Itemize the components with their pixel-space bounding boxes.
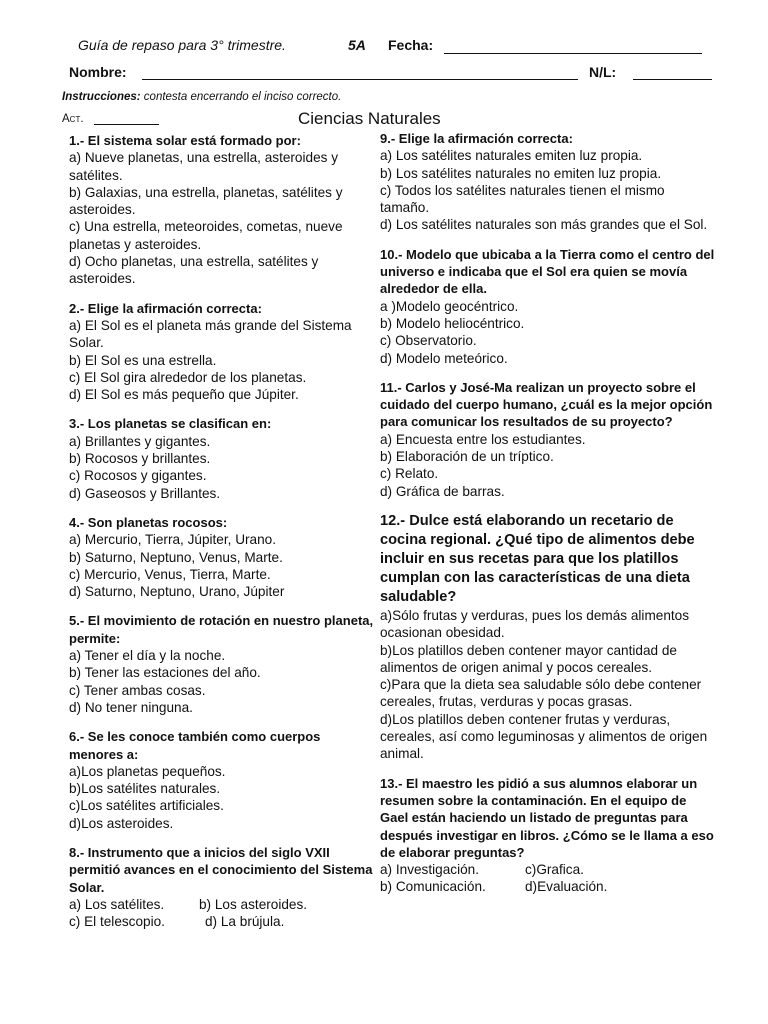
question-title: 11.- Carlos y José-Ma realizan un proyecto sobre el cuidado del cuerpo humano, ¿cuál es la mejor opción para comunicar los resultados de su proyecto? (380, 379, 713, 430)
question-9 (380, 130, 715, 234)
question-title: 10.- Modelo que ubicaba a la Tierra como el centro del universo e indicaba que el Sol era quien se movía alrededor de ella. (380, 246, 715, 297)
option-a[interactable]: a) Los satélites naturales emiten luz propia. (380, 148, 643, 164)
option-b[interactable]: b)Los platillos deben contener mayor cantidad de alimentos de origen animal y pocos cereales. (380, 642, 677, 675)
option-a[interactable]: a) Tener el día y la noche. (69, 648, 226, 664)
option-c[interactable]: c)Los satélites artificiales. (69, 798, 224, 814)
date-field[interactable] (444, 37, 702, 54)
question-11 (380, 379, 715, 500)
question-8 (69, 844, 374, 930)
question-10 (380, 246, 715, 367)
option-a[interactable]: a)Los planetas pequeños. (69, 763, 226, 779)
option-d[interactable]: d) Ocho planetas, una estrella, satélites y asteroides. (69, 254, 319, 287)
option-c[interactable]: c) El telescopio. (69, 914, 165, 930)
option-b[interactable]: b) Saturno, Neptuno, Venus, Marte. (69, 549, 283, 565)
option-d[interactable]: d) Los satélites naturales son más grandes que el Sol. (380, 217, 708, 233)
option-b[interactable]: b) Rocosos y brillantes. (69, 451, 211, 467)
option-a[interactable]: a) Los satélites. (69, 896, 165, 912)
option-d[interactable]: d)Los platillos deben contener frutas y verduras, cereales, así como leguminosas y alimentos de origen animal. (380, 711, 708, 762)
option-c[interactable]: c) Mercurio, Venus, Tierra, Marte. (69, 566, 271, 582)
option-b[interactable]: b) Tener las estaciones del año. (69, 665, 261, 681)
question-title: 12.- Dulce está elaborando un recetario de cocina regional. ¿Qué tipo de alimentos debe incluir en sus recetas para que los platillos cumplan con las características de una dieta saludable? (380, 512, 695, 605)
instructions-text: contesta encerrando el inciso correcto. (140, 91, 342, 103)
option-b[interactable]: b) Los asteroides. (199, 896, 308, 912)
name-label: Nombre: (69, 64, 127, 80)
option-c[interactable]: c) Todos los satélites naturales tienen el mismo tamaño. (380, 182, 665, 216)
option-d[interactable]: d)Evaluación. (525, 879, 608, 895)
question-6 (69, 728, 374, 832)
question-title: 8.- Instrumento que a inicios del siglo VXII permitió avances en el conocimiento del Sistema Solar. (69, 844, 373, 895)
question-title: 4.- Son planetas rocosos: (69, 514, 228, 530)
option-d[interactable]: d) Gaseosos y Brillantes. (69, 485, 221, 501)
option-b[interactable]: b) Modelo heliocéntrico. (380, 315, 525, 331)
question-3 (69, 415, 374, 501)
option-d[interactable]: d) Saturno, Neptuno, Urano, Júpiter (69, 584, 285, 600)
question-title: 2.- Elige la afirmación correcta: (69, 300, 262, 316)
question-title: 13.- El maestro les pidió a sus alumnos elaborar un resumen sobre la contaminación. En el equipo de Gael están haciendo un listado de preguntas para después investigar en libros. ¿Cómo se le llama a eso de elaborar preguntas? (380, 775, 714, 860)
question-title: 1.- El sistema solar está formado por: (69, 133, 301, 148)
option-c[interactable]: c)Grafica. (525, 862, 584, 878)
option-a[interactable]: a) Encuesta entre los estudiantes. (380, 431, 586, 447)
question-title: 6.- Se les conoce también como cuerpos menores a: (69, 729, 321, 762)
option-c[interactable]: c) Una estrella, meteoroides, cometas, nueve planetas y asteroides. (69, 219, 343, 252)
option-a[interactable]: a )Modelo geocéntrico. (380, 298, 519, 314)
question-1 (69, 132, 374, 288)
option-d[interactable]: d) No tener ninguna. (69, 699, 193, 715)
option-d[interactable]: d) Gráfica de barras. (380, 483, 505, 499)
option-a[interactable]: a) Mercurio, Tierra, Júpiter, Urano. (69, 532, 276, 548)
option-a[interactable]: a) El Sol es el planeta más grande del Sistema Solar. (69, 317, 352, 351)
option-b[interactable]: b) El Sol es una estrella. (69, 352, 217, 368)
instructions-label: Instrucciones: (62, 91, 141, 103)
question-12 (380, 512, 715, 763)
question-13 (380, 775, 715, 896)
option-c[interactable]: c) Rocosos y gigantes. (69, 468, 207, 484)
nl-field[interactable] (633, 63, 712, 80)
option-b[interactable]: b) Los satélites naturales no emiten luz propia. (380, 165, 662, 181)
option-a[interactable]: a) Investigación. (380, 862, 479, 878)
option-c[interactable]: c) Tener ambas cosas. (69, 682, 206, 698)
act-field[interactable] (94, 111, 159, 125)
guide-title: Guía de repaso para 3° trimestre. (78, 37, 286, 53)
right-column (380, 130, 715, 908)
option-d[interactable]: d)Los asteroides. (69, 815, 174, 831)
subject-title: Ciencias Naturales (298, 109, 441, 128)
option-c[interactable]: c) Relato. (380, 466, 439, 482)
option-c[interactable]: c) El Sol gira alrededor de los planetas. (69, 369, 307, 385)
option-a[interactable]: a) Brillantes y gigantes. (69, 433, 211, 449)
option-d[interactable]: d) El Sol es más pequeño que Júpiter. (69, 387, 299, 403)
option-a[interactable]: a) Nueve planetas, una estrella, asteroides y satélites. (69, 150, 339, 183)
question-5 (69, 612, 374, 716)
question-2 (69, 300, 374, 404)
option-b[interactable]: b) Comunicación. (380, 879, 486, 895)
instructions (62, 91, 341, 103)
option-b[interactable]: b)Los satélites naturales. (69, 781, 221, 797)
option-a[interactable]: a)Sólo frutas y verduras, pues los demás alimentos ocasionan obesidad. (380, 607, 690, 641)
nl-label: N/L: (589, 64, 617, 80)
left-column (69, 132, 374, 942)
option-c[interactable]: c) Observatorio. (380, 333, 477, 349)
question-title: 9.- Elige la afirmación correcta: (380, 131, 573, 146)
option-b[interactable]: b) Galaxias, una estrella, planetas, satélites y asteroides. (69, 184, 343, 218)
question-title: 5.- El movimiento de rotación en nuestro planeta, permite: (69, 613, 374, 646)
option-b[interactable]: b) Elaboración de un tríptico. (380, 449, 554, 465)
question-title: 3.- Los planetas se clasifican en: (69, 416, 272, 432)
option-c[interactable]: c)Para que la dieta sea saludable sólo debe contener cereales, frutas, verduras y pocas grasas. (380, 677, 702, 710)
question-4 (69, 514, 374, 600)
date-label: Fecha: (388, 37, 434, 53)
group-label: 5A (348, 37, 366, 53)
option-d[interactable]: d) Modelo meteórico. (380, 350, 508, 366)
option-d[interactable]: d) La brújula. (205, 914, 285, 930)
act-label: Act. (62, 113, 84, 125)
name-field[interactable] (142, 63, 578, 80)
